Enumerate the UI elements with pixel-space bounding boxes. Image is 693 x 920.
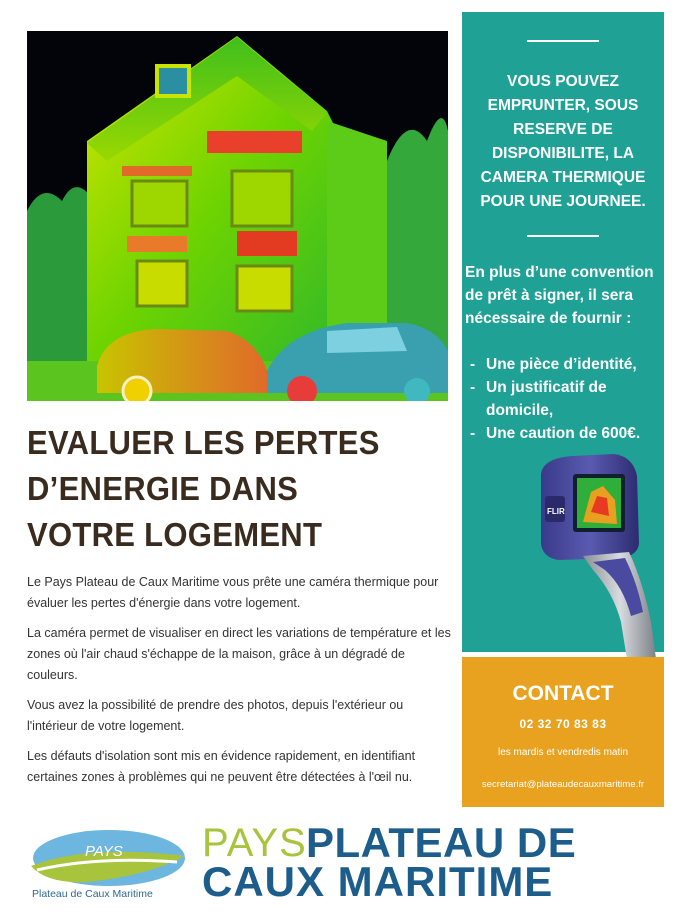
body-text xyxy=(27,572,452,797)
paragraph: Vous avez la possibilité de prendre des photos, depuis l'extérieur ou l'intérieur de votre logement. xyxy=(27,698,404,733)
divider-top xyxy=(527,40,599,42)
contact-panel xyxy=(462,657,664,807)
loan-notice: VOUS POUVEZ EMPRUNTER, SOUS RESERVE DE DISPONIBILITE, LA CAMERA THERMIQUE POUR UNE JOURNEE. xyxy=(480,73,646,210)
requirements-intro: En plus d’une convention de prêt à signer, il sera nécessaire de fournir : xyxy=(465,264,654,327)
logo-caption: Plateau de Caux Maritime xyxy=(32,888,153,900)
thermal-camera-image xyxy=(533,452,668,674)
contact-phone[interactable]: 02 32 70 83 83 xyxy=(519,717,607,731)
page-title xyxy=(27,420,431,558)
divider-bottom xyxy=(527,235,599,237)
brand-pays: PAYS xyxy=(202,821,307,865)
list-item: - Un justificatif de domicile, xyxy=(465,376,661,422)
thermal-house-photo xyxy=(27,31,448,401)
list-item: - Une caution de 600€. xyxy=(465,422,661,445)
paragraph: Les défauts d'isolation sont mis en évidence rapidement, en identifiant certaines zones à problèmes qui ne peuvent être détectées à l'œil nu. xyxy=(27,749,416,784)
paragraph: La caméra permet de visualiser en direct les variations de température et les zones où l'air chaud s'échappe de la maison, grâce à un dégradé de couleurs. xyxy=(27,626,451,682)
contact-title: CONTACT xyxy=(512,682,614,705)
list-item: - Une pièce d’identité, xyxy=(465,353,661,376)
requirements-list xyxy=(465,353,661,445)
brand-name-line2: CAUX MARITIME xyxy=(202,858,554,905)
contact-email[interactable]: secretariat@plateaudecauxmaritime.fr xyxy=(481,779,645,790)
logo-badge-text: PAYS xyxy=(85,843,123,860)
camera-brand-label: FLIR xyxy=(547,507,565,516)
paragraph: Le Pays Plateau de Caux Maritime vous prête une caméra thermique pour évaluer les pertes d'énergie dans votre logement. xyxy=(27,575,439,610)
title-line: VOTRE LOGEMENT xyxy=(27,516,323,553)
title-line: EVALUER LES PERTES xyxy=(27,424,380,461)
title-line: D’ENERGIE DANS xyxy=(27,470,299,507)
brand-name-line1: PLATEAU DE xyxy=(306,819,577,866)
contact-hours: les mardis et vendredis matin xyxy=(497,747,629,758)
